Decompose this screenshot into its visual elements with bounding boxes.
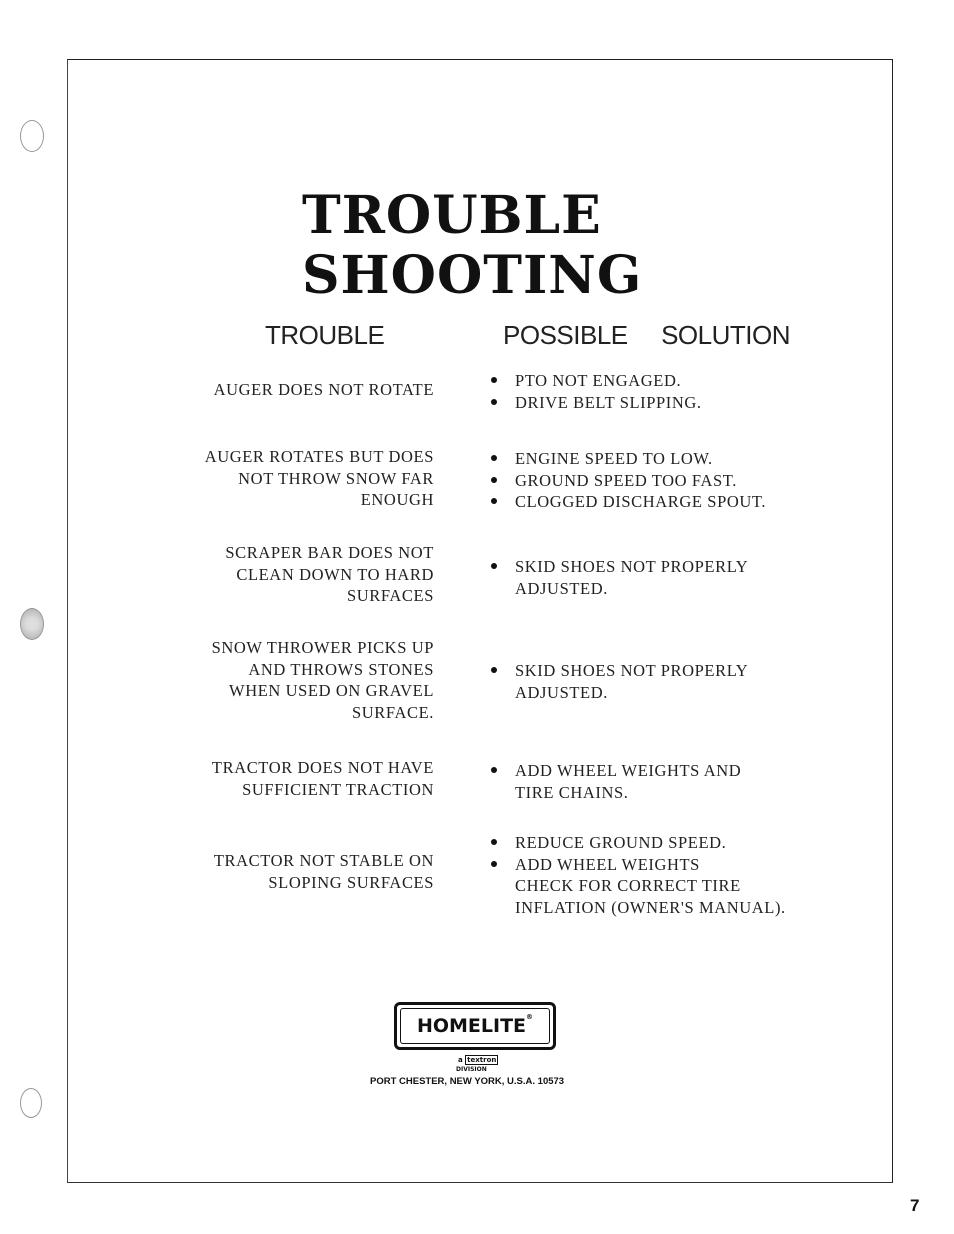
bullet-icon <box>491 399 497 405</box>
solution-line <box>489 470 766 492</box>
solution-text: ENGINE SPEED TO LOW. <box>515 449 713 468</box>
solution-list-5 <box>489 760 741 803</box>
bullet-icon <box>491 377 497 383</box>
page-number: 7 <box>910 1196 920 1215</box>
solution-text: GROUND SPEED TOO FAST. <box>515 470 737 490</box>
solution-text: REDUCE GROUND SPEED. <box>515 833 727 852</box>
solution-line <box>489 854 786 876</box>
solution-text: ADD WHEEL WEIGHTS AND <box>515 761 742 780</box>
solution-line <box>489 370 702 392</box>
solution-list-3 <box>489 556 748 599</box>
homelite-logo <box>394 1002 556 1050</box>
punch-hole-bottom <box>20 1088 42 1118</box>
registered-mark: ® <box>526 1013 534 1021</box>
trouble-text-5: TRACTOR DOES NOT HAVE SUFFICIENT TRACTION <box>211 758 434 799</box>
solution-text: ADJUSTED. <box>515 578 608 598</box>
trouble-text-1: AUGER DOES NOT ROTATE <box>213 380 434 399</box>
solution-line <box>489 897 786 919</box>
solution-text: INFLATION (OWNER'S MANUAL). <box>515 897 786 917</box>
logo-text <box>397 1015 553 1037</box>
solution-line <box>489 660 748 682</box>
bullet-icon <box>491 455 497 461</box>
solution-text: PTO NOT ENGAGED. <box>515 371 682 390</box>
solution-text: SKID SHOES NOT PROPERLY <box>515 557 749 576</box>
bullet-icon <box>491 498 497 504</box>
solution-line <box>489 578 748 600</box>
solution-line <box>489 556 748 578</box>
bullet-icon <box>491 767 497 773</box>
solution-line <box>489 682 748 704</box>
solution-line <box>489 392 702 414</box>
bullet-icon <box>491 563 497 569</box>
page-title <box>302 186 642 306</box>
company-address: PORT CHESTER, NEW YORK, U.S.A. 10573 <box>370 1076 565 1087</box>
textron-mark <box>458 1055 498 1066</box>
column-header-solution: POSSIBLE SOLUTION <box>503 320 790 350</box>
division-label: DIVISION <box>456 1066 487 1073</box>
title-line-2: SHOOTING <box>302 245 643 306</box>
solution-text: CHECK FOR CORRECT TIRE <box>515 876 741 895</box>
solution-text: TIRE CHAINS. <box>515 782 629 802</box>
solution-line <box>489 760 741 782</box>
bullet-icon <box>491 667 497 673</box>
solution-line <box>489 832 786 854</box>
solution-list-2 <box>489 448 766 513</box>
solution-line <box>489 491 766 513</box>
solution-text: DRIVE BELT SLIPPING. <box>515 392 702 412</box>
solution-line <box>489 875 786 897</box>
textron-prefix: a <box>458 1056 463 1064</box>
solution-text: ADD WHEEL WEIGHTS <box>515 854 700 874</box>
bullet-icon <box>491 477 497 483</box>
trouble-text-6: TRACTOR NOT STABLE ON SLOPING SURFACES <box>213 851 434 892</box>
trouble-text-4: SNOW THROWER PICKS UP AND THROWS STONES WHEN USED ON GRAVEL SURFACE. <box>211 638 434 722</box>
bullet-icon <box>491 861 497 867</box>
trouble-text-2: AUGER ROTATES BUT DOES NOT THROW SNOW FAR ENOUGH <box>204 447 434 509</box>
solution-line <box>489 782 741 804</box>
solution-list-4 <box>489 660 748 703</box>
solution-line <box>489 448 766 470</box>
solution-text: SKID SHOES NOT PROPERLY <box>515 661 749 680</box>
brand-name: HOMELITE <box>416 1015 527 1037</box>
solution-text: ADJUSTED. <box>515 682 608 702</box>
punch-hole-top <box>20 120 44 152</box>
title-line-1: TROUBLE <box>302 185 602 246</box>
solution-list-1 <box>489 370 702 413</box>
bullet-icon <box>491 839 497 845</box>
textron-logo: textron <box>467 1056 497 1064</box>
column-header-trouble: TROUBLE <box>265 320 385 350</box>
trouble-text-3: SCRAPER BAR DOES NOT CLEAN DOWN TO HARD SURFACES <box>225 543 434 605</box>
punch-hole-middle <box>20 608 44 640</box>
solution-list-6 <box>489 832 786 918</box>
solution-text: CLOGGED DISCHARGE SPOUT. <box>515 492 767 511</box>
